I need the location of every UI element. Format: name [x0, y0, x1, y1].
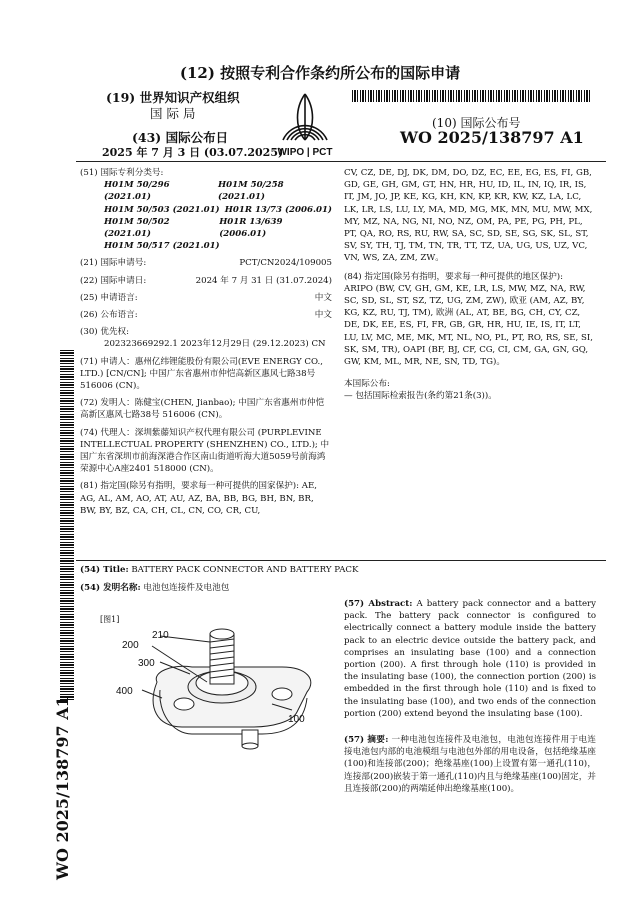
ref-200: 200 — [122, 640, 139, 651]
application-date-row — [80, 275, 332, 287]
priority-data: 202323669292.1 2023年12月29日 (29.12.2023) CN — [104, 339, 326, 350]
abstract-english-text: A battery pack connector and a battery pack. The battery pack connector is configured to electrically connect a battery module inside the battery pack to an electric device outside the battery pack, and comprises an insulating base (100) and a connection portion (200). A first through hole (110) is provided in the insulating base (100), the connection portion (200) is embedded in the first through hole (110) and is fixed to the insulating base (100), and two ends of the connection portion (200) extend beyond the insulating base (100). — [344, 599, 596, 719]
organization-name: (19) 世界知识产权组织 — [106, 90, 240, 105]
ipc-code: H01R 13/639 (2006.01) — [219, 216, 283, 240]
published-with-label: 本国际公布: — [344, 379, 390, 390]
abstract-section — [344, 598, 596, 795]
side-publication-number: WO 2025/138797 A1 — [53, 696, 72, 880]
publication-date-label: (43) 国际公布日 — [132, 130, 229, 145]
abstract-chinese-text: 一种电池包连接件及电池包，电池包连接件用于电连接电池包内部的电池模组与电池包外部的用电设备，包括绝缘基座(100)和连接部(200)；绝缘基座(100)上设置有第一通孔(110)，连接部(200)嵌装于第一通孔(110)内且与绝缘基座(100)固定，并且连接部(200)的两端延伸出绝缘基座(100)。 — [344, 735, 596, 794]
application-number-label: (21) 国际申请号: — [80, 258, 147, 269]
logo-text: WIPO | PCT — [277, 147, 333, 158]
ipc-code: H01M 50/503 (2021.01) — [104, 204, 220, 215]
filing-language: 中文 — [314, 292, 332, 303]
ipc-code: H01M 50/258 (2021.01) — [218, 180, 284, 203]
ref-300: 300 — [138, 658, 155, 669]
designated-states: (81) 指定国(除另有指明，要求每一种可提供的国家保护): AE, AG, AL, AM, AO, AT, AU, AZ, BA, BB, BG, BH, BN, BR, BW, BY, BZ, CA, CH, CL, CN, CO, CR, CU, — [80, 481, 317, 516]
abstract-chinese — [344, 734, 596, 795]
application-number: PCT/CN2024/109005 — [239, 258, 332, 269]
figure-label: [图1] — [100, 615, 120, 624]
title-section — [80, 564, 600, 594]
filing-language-row — [80, 292, 332, 304]
title-english — [80, 564, 600, 576]
publication-date: 2025 年 7 月 3 日 (03.07.2025) — [102, 146, 284, 159]
applicant: (71) 申请人：惠州亿纬锂能股份有限公司(EVE ENERGY CO., LTD.) [CN/CN]; 中国广东省惠州市仲恺高新区惠风七路38号 516006 (CN)。 — [80, 356, 323, 392]
designated-states-continued: CV, CZ, DE, DJ, DK, DM, DO, DZ, EC, EE, EG, ES, FI, GB, GD, GE, GH, GM, GT, HN, HR, HU, ID, IL, IN, IQ, IR, IS, IT, JM, JO, JP, KE, KG, KH, KN, KP, KR, KW, KZ, LA, LC, LK, LR, LS, LU, LY, MA, MD, MG, MK, MN, MU, MW, MX, MY, MZ, NA, NG, NI, NO, NZ, OM, PA, PE, PG, PH, PL, PT, QA, RO, RS, RU, RW, SA, SC, SD, SE, SG, SK, SL, ST, SV, SY, TH, TJ, TM, TN, TR, TT, TZ, UA, UG, US, UZ, VC, VN, WS, ZA, ZM, ZW。 — [344, 168, 593, 264]
publication-number-label: (10) 国际公布号 — [432, 116, 521, 130]
ref-100: 100 — [288, 714, 305, 725]
abstract-english — [344, 598, 596, 720]
title-english-text: BATTERY PACK CONNECTOR AND BATTERY PACK — [131, 565, 359, 575]
title-chinese-label: (54) 发明名称: — [80, 583, 141, 594]
title-english-label: (54) Title: — [80, 565, 129, 575]
figure-battery-connector — [112, 612, 342, 762]
agent: (74) 代理人：深圳紫藤知识产权代理有限公司 (PURPLEVINE INTELLECTUAL PROPERTY (SHENZHEN) CO., LTD.); 中国广东省深圳市前海深港合作区南山街道听海大道5059号前海鸿荣源中心A座2401 518000 (CN)。 — [80, 427, 330, 475]
organization-bureau: 国 际 局 — [150, 106, 196, 121]
filing-language-label: (25) 申请语言: — [80, 292, 138, 303]
application-number-row — [80, 257, 332, 269]
wipo-logo-icon — [265, 88, 345, 158]
publication-language-label: (26) 公布语言: — [80, 310, 138, 321]
abstract-english-label: (57) Abstract: — [344, 599, 413, 609]
ipc-row — [104, 204, 332, 216]
ipc-row — [104, 179, 332, 203]
title-chinese-text: 电池包连接件及电池包 — [143, 583, 230, 594]
ipc-code: H01M 50/296 (2021.01) — [104, 180, 170, 203]
ipc-code: H01R 13/73 (2006.01) — [224, 204, 332, 215]
ipc-row — [104, 216, 332, 240]
inventor: (72) 发明人：陈健宝(CHEN, Jianbao); 中国广东省惠州市仲恺高新区惠风七路38号 516006 (CN)。 — [80, 398, 325, 421]
designated-regions: (84) 指定国(除另有指明，要求每一种可提供的地区保护): ARIPO (BW, CV, GH, GM, KE, LR, LS, MW, MZ, NA, RW, SC, SD, SL, ST, SZ, TZ, UG, ZM, ZW), 欧亚 (AM, AZ, BY, KG, KZ, RU, TJ, TM), 欧洲 (AL, AT, BE, BG, CH, CY, CZ, DE, DK, EE, ES, FI, FR, GB, GR, HR, HU, IE, IS, IT, LT, LU, LV, MC, ME, MK, MT, NL, NO, PL, PT, RO, RS, SE, SI, SK, SM, TR), OAPI (BF, BJ, CF, CG, CI, CM, GA, GN, GQ, GW, KM, ML, MR, NE, SN, TD, TG)。 — [344, 271, 593, 368]
publication-number: WO 2025/138797 A1 — [400, 128, 584, 147]
right-column — [344, 167, 594, 403]
ipc-code: H01M 50/502 (2021.01) — [104, 216, 170, 240]
barcode-top — [352, 90, 592, 102]
published-with-item: — 包括国际检索报告(条约第21条(3))。 — [344, 391, 497, 402]
publication-language: 中文 — [314, 310, 332, 321]
document-title: (12) 按照专利合作条约所公布的国际申请 — [179, 64, 461, 82]
left-column — [80, 167, 332, 517]
ipc-row — [104, 240, 332, 252]
ipc-code: H01M 50/517 (2021.01) — [104, 241, 220, 252]
barcode-side — [60, 350, 74, 700]
application-date: 2024 年 7 月 31 日 (31.07.2024) — [195, 275, 332, 286]
ipc-label: (51) 国际专利分类号: — [80, 168, 164, 178]
application-date-label: (22) 国际申请日: — [80, 275, 147, 286]
ref-400: 400 — [116, 686, 133, 697]
title-divider — [76, 560, 606, 561]
abstract-chinese-label: (57) 摘要: — [344, 735, 389, 746]
ipc-list — [80, 179, 332, 252]
title-chinese — [80, 582, 600, 594]
header-divider — [76, 161, 606, 162]
ref-210: 210 — [152, 630, 169, 641]
publication-language-row — [80, 309, 332, 321]
priority-label: (30) 优先权: — [80, 327, 130, 338]
